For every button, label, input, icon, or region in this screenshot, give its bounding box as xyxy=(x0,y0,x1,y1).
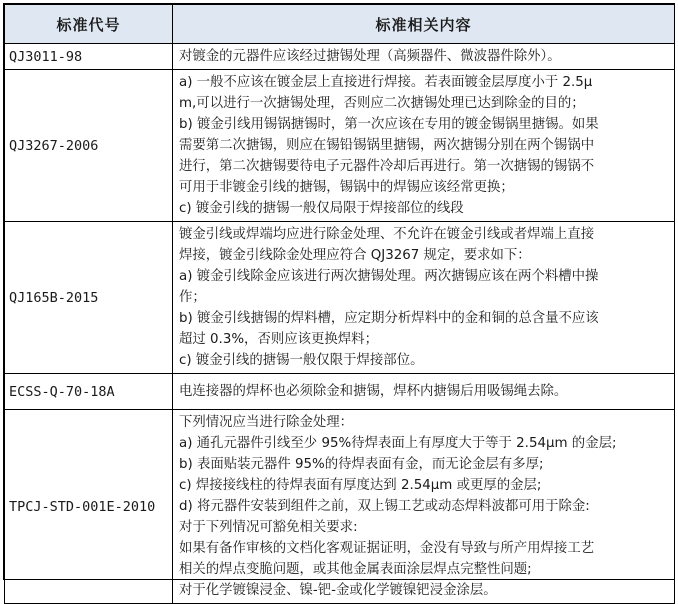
standards-table-frame xyxy=(3,3,675,598)
content-line: d) 将元器件安装到组件之前，双上锡工艺或动态焊料波都可用于除金: xyxy=(179,499,590,514)
standard-content-cell xyxy=(173,410,675,604)
standard-content-cell xyxy=(173,70,675,222)
content-line: b) 镀金引线搪锡的焊料槽，应定期分析焊料中的金和铜的总含量不应该 xyxy=(179,311,599,326)
standard-content-cell xyxy=(173,374,675,410)
standard-content-cell xyxy=(173,44,675,70)
header-standard-code: 标准代号 xyxy=(5,5,173,44)
content-line: 对于下列情况可豁免相关要求: xyxy=(179,520,358,535)
content-line: c) 镀金引线的搪锡一般仅局限于焊接部位的线段 xyxy=(179,201,464,216)
content-line: a) 镀金引线除金应该进行两次搪锡处理。两次搪锡应该在两个料槽中操 xyxy=(179,269,599,284)
table-row xyxy=(5,222,675,374)
content-line: b) 表面贴装元器件 95%的待焊表面有金，而无论金层有多厚; xyxy=(179,457,544,472)
content-line: 如果有备作审核的文档化客观证据证明，金没有导致与所产用焊接工艺 xyxy=(179,541,595,556)
content-line: 下列情况应当进行除金处理： xyxy=(179,415,354,430)
standard-code-cell: QJ165B-2015 xyxy=(5,222,173,374)
table-row xyxy=(5,410,675,604)
header-standard-content: 标准相关内容 xyxy=(173,5,675,44)
content-line: 超过 0.3%，否则应该更换焊料； xyxy=(179,332,378,347)
content-line: 可用于非镀金引线的搪锡，锡锅中的焊锡应该经常更换； xyxy=(179,180,514,195)
content-line: 焊接，镀金引线除金处理应符合 QJ3267 规定，要求如下： xyxy=(179,248,531,263)
content-line: 需要第二次搪锡，则应在锡铅锡锅里搪锡，两次搪锡分别在两个锡锅中 xyxy=(179,138,595,153)
standard-code-cell: QJ3011-98 xyxy=(5,44,173,70)
content-line: m,可以进行一次搪锡处理，否则应二次搪锡处理已达到除金的目的； xyxy=(179,96,585,111)
content-line: b) 镀金引线用锡锅搪锡时，第一次应该在专用的镀金锡锅里搪锡。如果 xyxy=(179,117,599,132)
content-line: 镀金引线或焊端均应进行除金处理、不允许在镀金引线或者焊端上直接 xyxy=(179,227,595,242)
content-line: 对于化学镀镍浸金、镍-钯-金或化学镀镍钯浸金涂层。 xyxy=(179,583,497,598)
content-line: a) 一般不应该在镀金层上直接进行焊接。若表面镀金层厚度小于 2.5μ xyxy=(179,75,593,90)
content-line: 进行，第二次搪锡要待电子元器件冷却后再进行。第一次搪锡的锡锅不 xyxy=(179,159,595,174)
content-line: c) 镀金引线的搪锡一般仅限于焊接部位。 xyxy=(179,353,424,368)
table-row xyxy=(5,374,675,410)
content-line: c) 焊接接线柱的待焊表面有厚度达到 2.54μm 或更厚的金层; xyxy=(179,478,542,493)
content-line: 电连接器的焊杯也必须除金和搪锡，焊杯内搪锡后用吸锡绳去除。 xyxy=(179,384,568,399)
standard-code-cell: ECSS-Q-70-18A xyxy=(5,374,173,410)
table-header-row xyxy=(5,5,675,44)
standard-code-cell: QJ3267-2006 xyxy=(5,70,173,222)
content-line: 作； xyxy=(179,290,206,305)
content-line: 对镀金的元器件应该经过搪锡处理（高频器件、微波器件除外）。 xyxy=(179,49,561,64)
table-row xyxy=(5,70,675,222)
standard-content-cell xyxy=(173,222,675,374)
content-line: 相关的焊点变脆问题，或其他金属表面涂层焊点完整性问题; xyxy=(179,562,532,577)
standards-table xyxy=(4,4,675,604)
table-row xyxy=(5,44,675,70)
content-line: a) 通孔元器件引线至少 95%待焊表面上有厚度大于等于 2.54μm 的金层; xyxy=(179,436,617,451)
standard-code-cell: TPCJ-STD-001E-2010 xyxy=(5,410,173,604)
